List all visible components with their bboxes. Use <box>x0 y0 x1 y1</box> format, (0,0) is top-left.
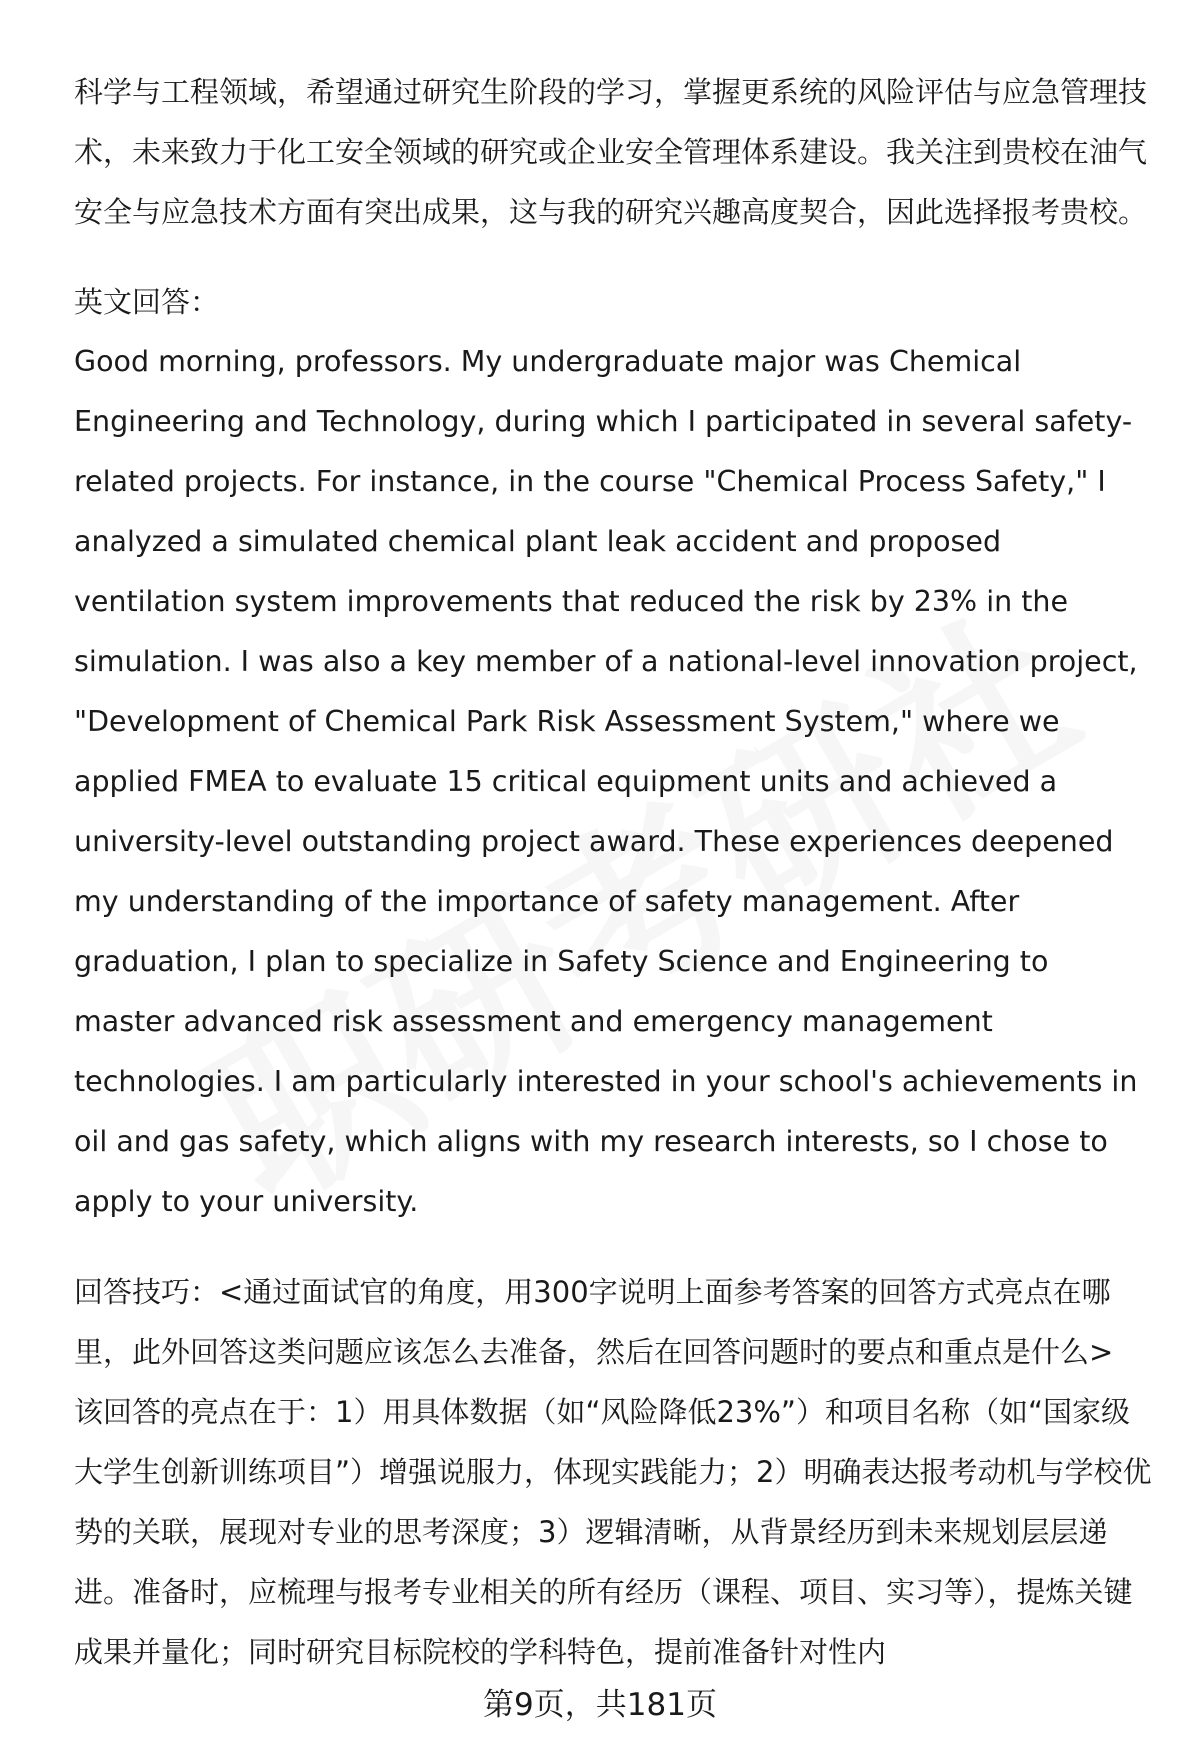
page-number-footer: 第9页，共181页 <box>483 1687 717 1723</box>
english-answer-label: 英文回答： <box>74 285 220 319</box>
answer-tips-label: 回答技巧：<通过面试官的角度，用300字说明上面参考答案的回答方式亮点在哪里，此外回答这类问题应该怎么去准备，然后在回答问题时的要点和重点是什么> <box>74 1275 1114 1369</box>
spacer <box>74 242 1154 272</box>
intro-paragraph: 科学与工程领域，希望通过研究生阶段的学习，掌握更系统的风险评估与应急管理技术，未来致力于化工安全领域的研究或企业安全管理体系建设。我关注到贵校在油气安全与应急技术方面有突出成果，这与我的研究兴趣高度契合，因此选择报考贵校。 <box>74 75 1148 229</box>
answer-tips-paragraph: 该回答的亮点在于：1）用具体数据（如“风险降低23%”）和项目名称（如“国家级大学生创新训练项目”）增强说服力，体现实践能力；2）明确表达报考动机与学校优势的关联，展现对专业的思考深度；3）逻辑清晰，从背景经历到未来规划层层递进。准备时，应梳理与报考专业相关的所有经历（课程、项目、实习等），提炼关键成果并量化；同时研究目标院校的学科特色，提前准备针对性内 <box>74 1395 1152 1669</box>
english-answer-paragraph: Good morning, professors. My undergraduate major was Chemical Engineering and Technology, during which I participated in several safety-related projects. For instance, in the course "Chemical Process Safety," I analyzed a simulated chemical plant leak accident and proposed ventilation system improvements that reduced the risk by 23% in the simulation. I was also a key member of a national-level innovation project, "Development of Chemical Park Risk Assessment System," where we applied FMEA to evaluate 15 critical equipment units and achieved a university-level outstanding project award. These experiences deepened my understanding of the importance of safety management. After graduation, I plan to specialize in Safety Science and Engineering to master advanced risk assessment and emergency management technologies. I am particularly interested in your school's achievements in oil and gas safety, which aligns with my research interests, so I chose to apply to your university. <box>74 345 1138 1218</box>
spacer <box>74 1232 1154 1262</box>
page-content <box>74 62 1154 1682</box>
